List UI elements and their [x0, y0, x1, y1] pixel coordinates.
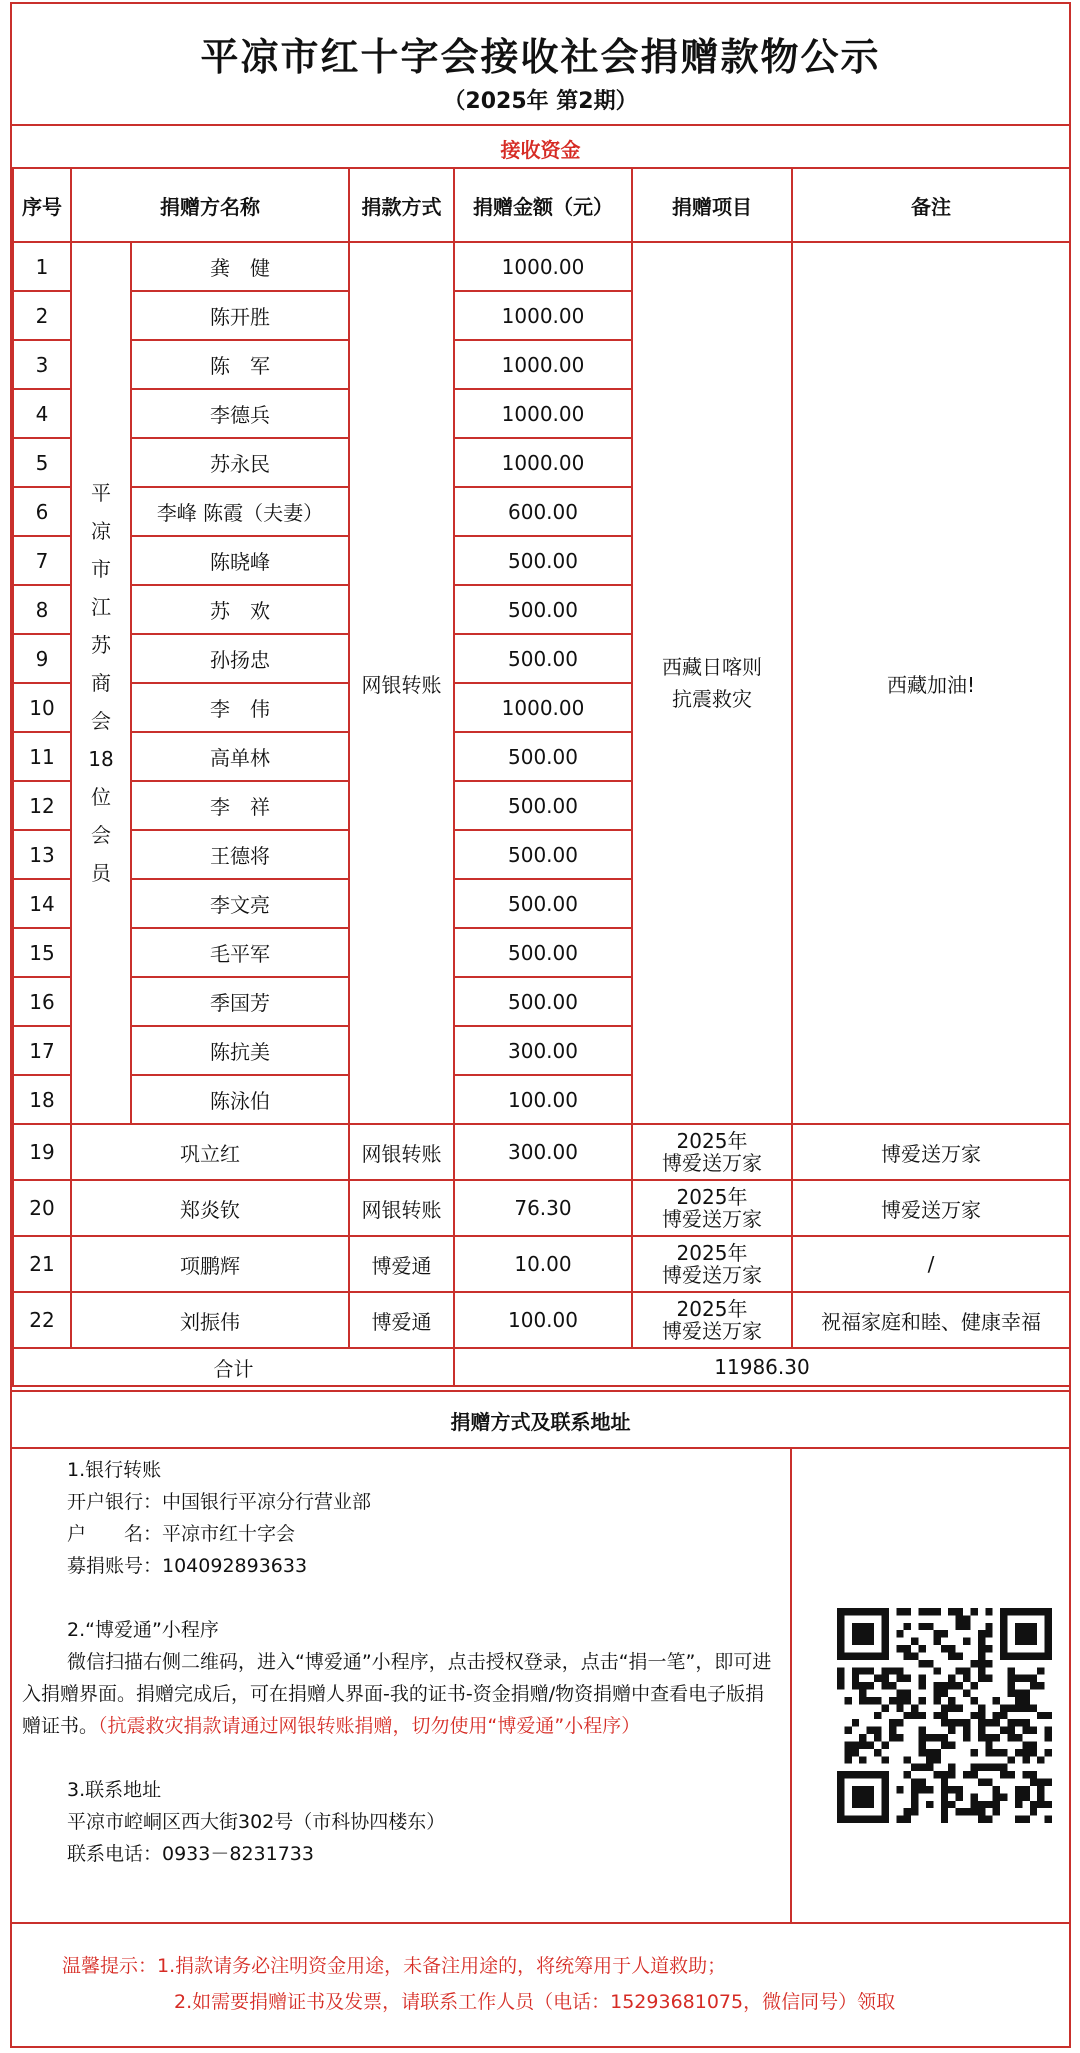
cell-no: 2 [13, 291, 71, 340]
cell-method: 博爱通 [349, 1292, 454, 1348]
cell-no: 4 [13, 389, 71, 438]
cell-amount: 600.00 [454, 487, 632, 536]
cell-note: 博爱送万家 [792, 1124, 1070, 1180]
cell-donor: 毛平军 [131, 928, 349, 977]
cell-donor: 陈抗美 [131, 1026, 349, 1075]
cell-amount: 500.00 [454, 732, 632, 781]
table-row [13, 1292, 1070, 1348]
cell-project [632, 1124, 792, 1180]
cell-amount: 500.00 [454, 928, 632, 977]
group-name-char: 平 [91, 481, 111, 505]
cell-amount: 500.00 [454, 634, 632, 683]
issue-number: （2025年 第2期） [443, 89, 638, 114]
cell-amount: 100.00 [454, 1292, 632, 1348]
section-funds-label: 接收资金 [500, 138, 581, 162]
cell-donor: 巩立红 [71, 1124, 349, 1180]
cell-donor: 李 祥 [131, 781, 349, 830]
cell-donor: 苏 欢 [131, 585, 349, 634]
group-name-char: 员 [91, 861, 111, 885]
cell-donor: 陈泳伯 [131, 1075, 349, 1124]
project-line: 博爱送万家 [662, 1207, 762, 1231]
cell-donor: 王德将 [131, 830, 349, 879]
title-block [12, 4, 1069, 124]
project-line: 2025年 [676, 1241, 748, 1265]
col-header-no: 序号 [13, 168, 71, 242]
cell-no: 6 [13, 487, 71, 536]
cell-amount: 1000.00 [454, 340, 632, 389]
tip-line-1: 温馨提示：1.捐款请务必注明资金用途，未备注用途的，将统筹用于人道救助； [62, 1955, 727, 1977]
bank-line: 户 名：平凉市红十字会 [67, 1523, 296, 1545]
cell-note: 博爱送万家 [792, 1180, 1070, 1236]
app-warning: （抗震救灾捐款请通过网银转账捐赠，切勿使用“博爱通”小程序） [98, 1715, 641, 1737]
bank-line: 募捐账号：104092893633 [67, 1555, 308, 1577]
total-value: 11986.30 [454, 1348, 1070, 1386]
table-row [13, 1180, 1070, 1236]
cell-donor: 龚 健 [131, 242, 349, 291]
cell-note: 西藏加油! [792, 242, 1070, 1124]
app-title: 2.“博爱通”小程序 [67, 1619, 219, 1641]
announcement-sheet [10, 2, 1071, 2048]
bank-title: 1.银行转账 [67, 1459, 162, 1481]
tips-box [12, 1922, 1069, 2046]
cell-donor: 项鹏辉 [71, 1236, 349, 1292]
table-row [13, 1236, 1070, 1292]
cell-project [632, 1236, 792, 1292]
cell-amount: 100.00 [454, 1075, 632, 1124]
cell-donor: 季国芳 [131, 977, 349, 1026]
group-name [71, 242, 131, 1124]
col-header-project: 捐赠项目 [632, 168, 792, 242]
cell-amount: 1000.00 [454, 291, 632, 340]
cell-no: 12 [13, 781, 71, 830]
contact-title: 3.联系地址 [67, 1779, 162, 1801]
cell-donor: 郑炎钦 [71, 1180, 349, 1236]
project-line: 2025年 [676, 1129, 748, 1153]
cell-project [632, 1180, 792, 1236]
cell-donor: 李 伟 [131, 683, 349, 732]
group-name-char: 凉 [91, 519, 111, 543]
project-line: 博爱送万家 [662, 1319, 762, 1343]
app-text: 微信扫描右侧二维码，进入“博爱通”小程序，点击授权登录，点击“捐一笔”，即可进入捐赠界面。捐赠完成后，可在捐赠人界面-我的证书-资金捐赠/物资捐赠中查看电子版捐赠证书。 [22, 1651, 772, 1737]
cell-no: 17 [13, 1026, 71, 1075]
cell-amount: 300.00 [454, 1026, 632, 1075]
project-line: 抗震救灾 [672, 687, 752, 711]
table-row [13, 242, 1070, 291]
cell-no: 14 [13, 879, 71, 928]
cell-amount: 500.00 [454, 830, 632, 879]
cell-amount: 1000.00 [454, 683, 632, 732]
cell-donor: 李峰 陈霞（夫妻） [131, 487, 349, 536]
cell-no: 15 [13, 928, 71, 977]
total-label: 合计 [13, 1348, 454, 1386]
group-name-char: 会 [91, 709, 111, 733]
contact-address: 平凉市崆峒区西大街302号（市科协四楼东） [67, 1811, 446, 1833]
cell-no: 10 [13, 683, 71, 732]
group-name-char: 18 [88, 747, 114, 771]
cell-donor: 李德兵 [131, 389, 349, 438]
cell-no: 13 [13, 830, 71, 879]
col-header-method: 捐款方式 [349, 168, 454, 242]
col-header-note: 备注 [792, 168, 1070, 242]
cell-no: 9 [13, 634, 71, 683]
cell-donor: 苏永民 [131, 438, 349, 487]
cell-no: 21 [13, 1236, 71, 1292]
cell-amount: 500.00 [454, 536, 632, 585]
project-line: 博爱送万家 [662, 1151, 762, 1175]
cell-method: 网银转账 [349, 1124, 454, 1180]
cell-donor: 刘振伟 [71, 1292, 349, 1348]
cell-no: 22 [13, 1292, 71, 1348]
donation-table [12, 167, 1071, 1387]
cell-method: 网银转账 [349, 242, 454, 1124]
cell-no: 11 [13, 732, 71, 781]
cell-no: 5 [13, 438, 71, 487]
cell-no: 3 [13, 340, 71, 389]
cell-amount: 10.00 [454, 1236, 632, 1292]
qr-code-icon[interactable] [837, 1608, 1052, 1823]
cell-donor: 孙扬忠 [131, 634, 349, 683]
cell-amount: 500.00 [454, 781, 632, 830]
cell-no: 8 [13, 585, 71, 634]
cell-note: / [792, 1236, 1070, 1292]
project-line: 2025年 [676, 1297, 748, 1321]
page-title: 平凉市红十字会接收社会捐赠款物公示 [200, 35, 881, 79]
group-name-char: 市 [91, 557, 111, 581]
info-heading: 捐赠方式及联系地址 [450, 1410, 631, 1434]
cell-no: 7 [13, 536, 71, 585]
table-row [13, 1124, 1070, 1180]
cell-no: 19 [13, 1124, 71, 1180]
group-name-char: 江 [91, 595, 111, 619]
total-row [13, 1348, 1070, 1386]
cell-note: 祝福家庭和睦、健康幸福 [792, 1292, 1070, 1348]
cell-no: 16 [13, 977, 71, 1026]
cell-no: 20 [13, 1180, 71, 1236]
project-line: 2025年 [676, 1185, 748, 1209]
cell-amount: 500.00 [454, 879, 632, 928]
project-line: 西藏日喀则 [662, 655, 762, 679]
cell-no: 18 [13, 1075, 71, 1124]
info-text [12, 1448, 792, 1922]
cell-amount: 76.30 [454, 1180, 632, 1236]
group-name-char: 位 [91, 785, 111, 809]
cell-project [632, 1292, 792, 1348]
tip-line-2: 2.如需要捐赠证书及发票，请联系工作人员（电话：15293681075，微信同号）领取 [174, 1991, 896, 2013]
cell-donor: 高单林 [131, 732, 349, 781]
cell-method: 博爱通 [349, 1236, 454, 1292]
cell-amount: 500.00 [454, 977, 632, 1026]
cell-amount: 500.00 [454, 585, 632, 634]
cell-project [632, 242, 792, 1124]
cell-no: 1 [13, 242, 71, 291]
cell-donor: 陈 军 [131, 340, 349, 389]
table-header-row [13, 168, 1070, 242]
info-heading-box [12, 1390, 1069, 1448]
cell-amount: 1000.00 [454, 438, 632, 487]
col-header-amount: 捐赠金额（元） [454, 168, 632, 242]
group-name-char: 苏 [91, 633, 111, 657]
qr-box [792, 1448, 1069, 1922]
info-section [12, 1448, 1069, 1922]
cell-method: 网银转账 [349, 1180, 454, 1236]
project-line: 博爱送万家 [662, 1263, 762, 1287]
cell-amount: 1000.00 [454, 389, 632, 438]
bank-line: 开户银行：中国银行平凉分行营业部 [67, 1491, 372, 1513]
app-instructions [22, 1646, 780, 1742]
cell-donor: 李文亮 [131, 879, 349, 928]
divider [12, 124, 1069, 126]
cell-amount: 300.00 [454, 1124, 632, 1180]
cell-donor: 陈开胜 [131, 291, 349, 340]
contact-phone: 联系电话：0933－8231733 [67, 1843, 314, 1865]
cell-donor: 陈晓峰 [131, 536, 349, 585]
group-name-char: 会 [91, 823, 111, 847]
group-name-char: 商 [91, 671, 111, 695]
cell-amount: 1000.00 [454, 242, 632, 291]
col-header-donor: 捐赠方名称 [71, 168, 349, 242]
